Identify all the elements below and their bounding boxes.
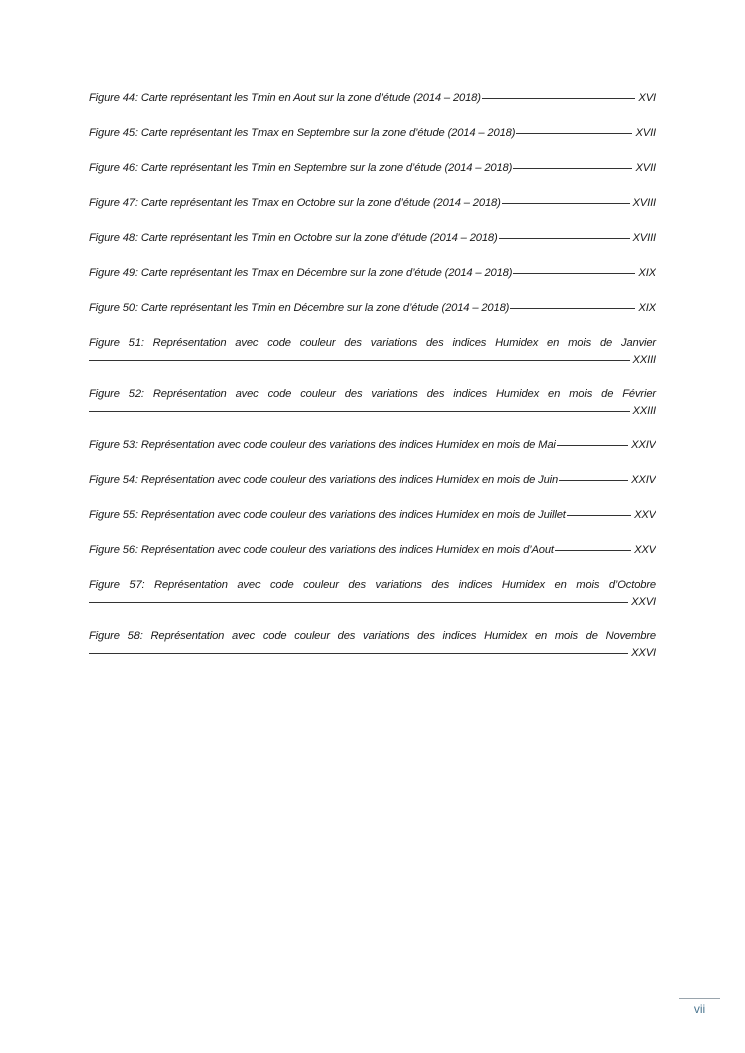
toc-entry-title: Figure 51: Représentation avec code couleur des variations des indices Humidex en mois de Janvier bbox=[89, 337, 656, 349]
toc-entry-figure-55[interactable] bbox=[89, 507, 656, 524]
toc-entry-page: XIX bbox=[638, 267, 656, 279]
toc-dot-leader bbox=[89, 360, 630, 361]
toc-entry-title: Figure 45: Carte représentant les Tmax en Septembre sur la zone d’étude (2014 – 2018) bbox=[89, 127, 516, 139]
toc-entry-figure-58[interactable] bbox=[89, 628, 656, 662]
toc-entry-figure-53[interactable] bbox=[89, 437, 656, 454]
toc-entry-title: Figure 52: Représentation avec code couleur des variations des indices Humidex en mois de Février bbox=[89, 388, 656, 400]
toc-entry-title: Figure 49: Carte représentant les Tmax en Décembre sur la zone d’étude (2014 – 2018) bbox=[89, 267, 513, 279]
toc-entry-title: Figure 55: Représentation avec code couleur des variations des indices Humidex en mois de Juillet bbox=[89, 509, 566, 521]
toc-entry-title: Figure 58: Représentation avec code couleur des variations des indices Humidex en mois de Novembre bbox=[89, 630, 656, 642]
toc-entry-title: Figure 48: Carte représentant les Tmin en Octobre sur la zone d’étude (2014 – 2018) bbox=[89, 232, 498, 244]
toc-dot-leader bbox=[499, 238, 630, 239]
toc-entry-leader-line bbox=[89, 403, 656, 420]
toc-entry-title: Figure 53: Représentation avec code couleur des variations des indices Humidex en mois de Mai bbox=[89, 439, 556, 451]
toc-entry-page: XXIII bbox=[632, 405, 656, 417]
toc-entry-page: XXV bbox=[634, 509, 656, 521]
toc-entry-title: Figure 54: Représentation avec code couleur des variations des indices Humidex en mois de Juin bbox=[89, 474, 559, 486]
toc-dot-leader bbox=[513, 273, 635, 274]
toc-entry-page: XVIII bbox=[632, 197, 656, 209]
toc-entry-leader-line bbox=[89, 594, 656, 611]
toc-entry-title: Figure 56: Représentation avec code couleur des variations des indices Humidex en mois d’Aout bbox=[89, 544, 554, 556]
page-number: vii bbox=[693, 1002, 706, 1016]
toc-entry-leader-line bbox=[89, 645, 656, 662]
toc-dot-leader bbox=[516, 133, 632, 134]
toc-entry-title: Figure 50: Carte représentant les Tmin en Décembre sur la zone d’étude (2014 – 2018) bbox=[89, 302, 510, 314]
toc-entry-page: XIX bbox=[638, 302, 656, 314]
toc-entry-title: Figure 47: Carte représentant les Tmax en Octobre sur la zone d’étude (2014 – 2018) bbox=[89, 197, 501, 209]
toc-dot-leader bbox=[557, 445, 628, 446]
toc-entry-title: Figure 57: Représentation avec code couleur des variations des indices Humidex en mois d’Octobre bbox=[89, 579, 656, 591]
toc-entry-figure-47[interactable] bbox=[89, 195, 656, 212]
list-of-figures bbox=[89, 90, 656, 679]
toc-dot-leader bbox=[559, 480, 628, 481]
toc-entry-page: XXIV bbox=[631, 474, 656, 486]
toc-dot-leader bbox=[510, 308, 635, 309]
toc-entry-figure-46[interactable] bbox=[89, 160, 656, 177]
toc-entry-title: Figure 46: Carte représentant les Tmin en Septembre sur la zone d’étude (2014 – 2018) bbox=[89, 162, 513, 174]
toc-entry-page: XVII bbox=[635, 127, 656, 139]
toc-dot-leader bbox=[502, 203, 630, 204]
toc-entry-figure-48[interactable] bbox=[89, 230, 656, 247]
toc-entry-page: XVI bbox=[638, 92, 656, 104]
toc-entry-page: XXIII bbox=[632, 354, 656, 366]
toc-entry-page: XXV bbox=[634, 544, 656, 556]
toc-dot-leader bbox=[89, 602, 628, 603]
toc-dot-leader bbox=[513, 168, 632, 169]
toc-entry-page: XVIII bbox=[632, 232, 656, 244]
toc-entry-title: Figure 44: Carte représentant les Tmin en Aout sur la zone d’étude (2014 – 2018) bbox=[89, 92, 481, 104]
toc-entry-page: XVII bbox=[635, 162, 656, 174]
toc-entry-figure-49[interactable] bbox=[89, 265, 656, 282]
toc-entry-leader-line bbox=[89, 352, 656, 369]
toc-entry-page: XXVI bbox=[631, 596, 656, 608]
toc-dot-leader bbox=[89, 653, 628, 654]
toc-entry-figure-56[interactable] bbox=[89, 542, 656, 559]
toc-entry-figure-51[interactable] bbox=[89, 335, 656, 369]
toc-entry-figure-45[interactable] bbox=[89, 125, 656, 142]
toc-entry-page: XXVI bbox=[631, 647, 656, 659]
footer-divider bbox=[679, 998, 720, 999]
toc-entry-figure-50[interactable] bbox=[89, 300, 656, 317]
toc-dot-leader bbox=[89, 411, 630, 412]
toc-entry-figure-54[interactable] bbox=[89, 472, 656, 489]
toc-entry-figure-52[interactable] bbox=[89, 386, 656, 420]
toc-entry-page: XXIV bbox=[631, 439, 656, 451]
toc-dot-leader bbox=[567, 515, 631, 516]
toc-entry-figure-57[interactable] bbox=[89, 577, 656, 611]
toc-dot-leader bbox=[555, 550, 631, 551]
toc-dot-leader bbox=[482, 98, 636, 99]
toc-entry-figure-44[interactable] bbox=[89, 90, 656, 107]
